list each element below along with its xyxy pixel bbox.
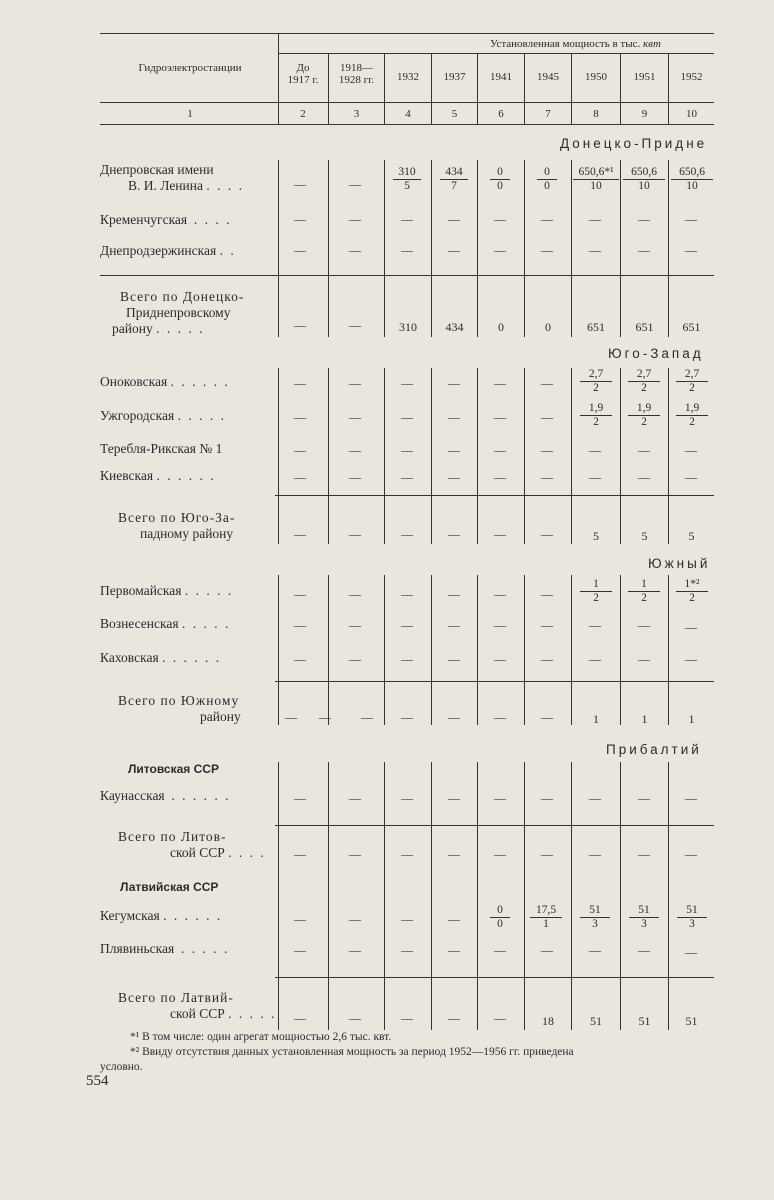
col-rule (278, 160, 279, 337)
col-rule (524, 160, 525, 337)
value-cell: — (541, 710, 553, 724)
value-fraction: $\frac{1}{2}$ (580, 578, 612, 605)
col-rule (431, 762, 432, 1030)
col-rule (668, 368, 669, 544)
total-southwest-line1: Всего по Юго-За- (118, 510, 236, 525)
value-cell: 651 (682, 320, 701, 334)
value-fraction: $\frac{51}{3}$ (629, 904, 659, 931)
value-cell: — (294, 410, 306, 424)
value-cell: — (401, 527, 413, 541)
value-cell: — (494, 710, 506, 724)
value-cell: — (541, 443, 553, 457)
year-header: 1950 (585, 71, 607, 83)
subheading-lithuania: Литовская ССР (128, 762, 219, 776)
column-number: 6 (498, 108, 504, 120)
value-cell: — (541, 470, 553, 484)
value-cell: — (349, 847, 361, 861)
station-pervomaisk: Первомайская . . . . . (100, 583, 234, 598)
col-rule (477, 762, 478, 1030)
value-cell: — (638, 443, 650, 457)
value-cell: — (448, 587, 460, 601)
value-cell: — (448, 618, 460, 632)
col-rule (524, 368, 525, 544)
value-cell: — (294, 912, 306, 926)
column-number: 8 (593, 108, 599, 120)
donetsk-total-rule (100, 275, 714, 276)
station-kegums: Кегумская . . . . . . (100, 908, 223, 923)
value-cell: — (494, 791, 506, 805)
year-header: 1952 (680, 71, 703, 83)
value-cell: — (294, 1011, 306, 1025)
value-cell: — (448, 912, 460, 926)
value-fraction: $\frac{650,6}{10}$ (671, 166, 713, 193)
col-rule (620, 762, 621, 1030)
col-rule (620, 575, 621, 725)
col-rule (431, 575, 432, 725)
value-cell: — (349, 652, 361, 666)
value-cell: — (638, 243, 650, 257)
value-cell: 5 (593, 529, 599, 543)
value-cell: — (541, 847, 553, 861)
station-uzhgorod: Ужгородская . . . . . (100, 408, 226, 423)
value-cell: — (448, 470, 460, 484)
region-heading-southwest: Юго-Запад (608, 346, 704, 361)
col-rule (278, 762, 279, 1030)
value-cell: — (685, 791, 697, 805)
col-rule (431, 160, 432, 337)
value-cell: 310 (399, 320, 417, 334)
value-cell: 18 (542, 1014, 554, 1028)
value-cell: — (294, 177, 306, 191)
value-cell: — (294, 243, 306, 257)
year-header: 1937 (443, 71, 466, 83)
value-cell: — (494, 470, 506, 484)
value-fraction: $\frac{2,7}{2}$ (628, 368, 660, 395)
value-cell: — (589, 652, 601, 666)
table-top-rule (100, 33, 714, 34)
total-lithuania-line2: ской ССР . . . . (170, 845, 266, 860)
value-cell: — (541, 410, 553, 424)
value-fraction: $\frac{1,9}{2}$ (580, 402, 612, 429)
value-cell: — (541, 943, 553, 957)
capacity-caption-text: Установленная мощность в тыс. (490, 38, 641, 50)
value-cell: — (685, 847, 697, 861)
value-cell: — (541, 243, 553, 257)
value-cell: — (401, 243, 413, 257)
total-donetsk-line2: Приднепровскому (126, 305, 231, 320)
value-cell: — (494, 618, 506, 632)
value-cell: — (589, 618, 601, 632)
value-cell: — (401, 791, 413, 805)
value-cell: — (494, 243, 506, 257)
value-fraction: $\frac{51}{3}$ (580, 904, 610, 931)
lat-total-rule (275, 977, 714, 978)
value-cell: — (401, 943, 413, 957)
value-cell: — (294, 847, 306, 861)
value-cell: — (401, 1011, 413, 1025)
station-kaunas: Каунасская . . . . . . (100, 788, 231, 803)
col-rule (384, 368, 385, 544)
value-cell: — (401, 710, 413, 724)
value-cell: — (685, 945, 697, 959)
col-rule (620, 160, 621, 337)
value-cell: — (638, 791, 650, 805)
col-rule (477, 160, 478, 337)
value-cell: 651 (635, 320, 654, 334)
southwest-total-rule (275, 495, 714, 496)
value-fraction: $\frac{434}{7}$ (440, 166, 468, 193)
year-header: 1951 (633, 71, 656, 83)
value-cell: — (589, 243, 601, 257)
value-cell: — (401, 587, 413, 601)
value-fraction: $\frac{2,7}{2}$ (580, 368, 612, 395)
value-cell: — (294, 587, 306, 601)
col-rule (431, 368, 432, 544)
value-cell: — (494, 376, 506, 390)
value-cell: — (589, 443, 601, 457)
value-cell: 5 (688, 529, 695, 543)
region-heading-south: Южный (648, 556, 711, 571)
value-cell: — (685, 652, 697, 666)
colnum-bottom-rule (100, 124, 714, 125)
value-cell: — (541, 587, 553, 601)
total-donetsk-line1: Всего по Донецко- (120, 289, 245, 304)
value-cell: — (448, 443, 460, 457)
value-cell: — (638, 618, 650, 632)
value-cell: — (294, 376, 306, 390)
column-number: 4 (405, 108, 411, 120)
value-cell: — (448, 243, 460, 257)
value-fraction: $\frac{1}{2}$ (628, 578, 660, 605)
value-cell: — (448, 212, 460, 226)
value-cell: — (494, 1011, 506, 1025)
col-rule (571, 368, 572, 544)
value-cell: — (589, 212, 601, 226)
col-rule (278, 575, 279, 725)
footnote-2-continuation: условно. (100, 1061, 143, 1073)
value-fraction: $\frac{0}{0}$ (490, 904, 510, 931)
value-cell: — (349, 410, 361, 424)
value-cell: — (294, 470, 306, 484)
value-cell: — (349, 443, 361, 457)
value-cell: 51 (590, 1014, 602, 1028)
total-latvia-line2: ской ССР . . . . . (170, 1006, 277, 1021)
value-cell: — (401, 212, 413, 226)
value-cell: — (638, 212, 650, 226)
value-cell: — (448, 376, 460, 390)
value-fraction: $\frac{2,7}{2}$ (676, 368, 708, 395)
col-rule (571, 160, 572, 337)
capacity-caption (490, 38, 661, 50)
value-cell: — (589, 791, 601, 805)
column-number: 3 (353, 108, 360, 120)
value-fraction: $\frac{310}{5}$ (393, 166, 421, 193)
value-cell: — (401, 443, 413, 457)
value-cell: — (349, 1011, 361, 1025)
value-cell: — (685, 620, 697, 634)
value-fraction: $\frac{0}{0}$ (490, 166, 510, 193)
value-cell: — (349, 243, 361, 257)
value-cell: — (448, 652, 460, 666)
total-latvia-line1: Всего по Латвий- (118, 990, 234, 1005)
station-plyavinas: Плявиньская . . . . . (100, 941, 230, 956)
value-cell: — (294, 652, 306, 666)
col-rule (477, 575, 478, 725)
station-tereblya: Теребля-Рикская № 1 (100, 441, 223, 456)
value-cell: — (638, 470, 650, 484)
value-cell: — (294, 212, 306, 226)
value-cell: — (349, 177, 361, 191)
value-cell: — (448, 710, 460, 724)
station-kremenchug: Кременчугская . . . . (100, 212, 232, 227)
value-fraction: $\frac{\text{1*²}}{2}$ (676, 578, 708, 605)
value-fraction: $\frac{\text{650,6*¹}}{10}$ (573, 166, 619, 193)
value-fraction: $\frac{0}{0}$ (537, 166, 557, 193)
station-onokov: Оноковская . . . . . . (100, 374, 230, 389)
header-subrule (278, 53, 714, 54)
region-heading-donetsk: Донецко-Придне (560, 136, 708, 151)
value-fraction: $\frac{650,6}{10}$ (623, 166, 665, 193)
column-number: 1 (187, 108, 193, 120)
value-cell: — (294, 791, 306, 805)
value-cell: 51 (638, 1014, 651, 1028)
col-rule (384, 160, 385, 337)
column-number: 5 (451, 108, 458, 120)
value-cell: — (349, 912, 361, 926)
capacity-unit: квт (643, 38, 661, 50)
value-cell: — (494, 443, 506, 457)
col-rule (524, 575, 525, 725)
year-header: 1932 (397, 71, 419, 83)
value-cell: 0 (498, 320, 504, 334)
value-cell: — (589, 943, 601, 957)
value-cell: — (448, 410, 460, 424)
year-header: 1945 (537, 71, 559, 83)
value-cell: — (685, 470, 697, 484)
year-header: До 1917 г. (287, 62, 319, 86)
value-fraction: $\frac{1,9}{2}$ (676, 402, 708, 429)
value-cell: — (541, 527, 553, 541)
value-cell: — (401, 912, 413, 926)
col-rule (571, 575, 572, 725)
value-cell: — (349, 527, 361, 541)
value-fraction: $\frac{17,5}{1}$ (530, 904, 562, 931)
value-cell: — (285, 710, 297, 724)
value-cell: — (494, 410, 506, 424)
col-rule (620, 368, 621, 544)
value-cell: — (685, 212, 697, 226)
value-cell: — (349, 318, 361, 332)
value-cell: — (494, 847, 506, 861)
value-cell: — (349, 943, 361, 957)
value-cell: — (541, 376, 553, 390)
col-rule (328, 575, 329, 725)
col-rule (328, 160, 329, 337)
col-rule (477, 368, 478, 544)
value-cell: — (541, 652, 553, 666)
value-cell: — (401, 410, 413, 424)
year-header: 1918— 1928 гг. (338, 62, 375, 86)
value-cell: — (448, 1011, 460, 1025)
col-rule (668, 762, 669, 1030)
header-bottom-rule (100, 102, 714, 103)
col-rule (524, 762, 525, 1030)
south-total-rule (275, 681, 714, 682)
total-donetsk-line3: району . . . . . (112, 321, 205, 336)
value-cell: — (589, 847, 601, 861)
col-rule (571, 762, 572, 1030)
footnote-1: *¹ В том числе: один агрегат мощностью 2,6 тыс. квт. (130, 1031, 392, 1043)
value-fraction: $\frac{1,9}{2}$ (628, 402, 660, 429)
value-cell: — (361, 710, 373, 724)
column-number: 2 (300, 108, 306, 120)
value-cell: — (638, 652, 650, 666)
value-cell: — (448, 943, 460, 957)
value-cell: — (638, 847, 650, 861)
station-dneprodzerzhinsk: Днепродзержинская . . (100, 243, 236, 258)
value-cell: 51 (685, 1014, 698, 1028)
total-lithuania-line1: Всего по Литов- (118, 829, 227, 844)
col-rule (278, 368, 279, 544)
value-cell: — (349, 791, 361, 805)
value-cell: — (494, 527, 506, 541)
col-rule (328, 762, 329, 1030)
value-cell: — (494, 587, 506, 601)
value-cell: — (349, 470, 361, 484)
total-south-line2: району (200, 709, 241, 724)
page-number: 554 (86, 1073, 109, 1089)
value-cell: — (494, 943, 506, 957)
subheading-latvia: Латвийская ССР (120, 880, 219, 894)
value-cell: — (349, 212, 361, 226)
station-kiev: Киевская . . . . . . (100, 468, 216, 483)
col-rule (328, 368, 329, 544)
value-cell: — (448, 847, 460, 861)
station-dnepr-line1: Днепровская имени (100, 162, 214, 177)
value-cell: — (401, 376, 413, 390)
value-cell: — (541, 618, 553, 632)
value-fraction: $\frac{51}{3}$ (677, 904, 707, 931)
value-cell: — (349, 587, 361, 601)
value-cell: 1 (688, 712, 695, 726)
value-cell: 434 (445, 320, 464, 334)
value-cell: — (448, 791, 460, 805)
value-cell: — (401, 618, 413, 632)
column-number: 9 (641, 108, 648, 120)
total-south-line1: Всего по Южному (118, 693, 240, 708)
value-cell: 1 (641, 712, 648, 726)
value-cell: — (294, 527, 306, 541)
value-cell: — (589, 470, 601, 484)
column-number: 10 (686, 108, 697, 120)
value-cell: 651 (587, 320, 605, 334)
value-cell: — (541, 791, 553, 805)
col-rule (668, 160, 669, 337)
value-cell: — (494, 212, 506, 226)
station-dnepr-line2: В. И. Ленина . . . . (128, 178, 244, 193)
col-rule (384, 575, 385, 725)
value-cell: — (448, 527, 460, 541)
value-cell: 5 (641, 529, 648, 543)
value-cell: — (294, 443, 306, 457)
footnote-2: *² Ввиду отсутствия данных установленная мощность за период 1952—1956 гг. приведена (130, 1046, 574, 1058)
value-cell: — (638, 943, 650, 957)
value-cell: — (294, 618, 306, 632)
column-number: 7 (545, 108, 551, 120)
station-column-header: Гидроэлектростанции (138, 62, 242, 74)
col-rule (668, 575, 669, 725)
value-cell: — (349, 376, 361, 390)
value-cell: — (294, 318, 306, 332)
value-cell: 0 (545, 320, 551, 334)
value-cell: — (319, 710, 331, 724)
value-cell: — (685, 243, 697, 257)
value-cell: — (349, 618, 361, 632)
value-cell: — (401, 652, 413, 666)
value-cell: — (401, 470, 413, 484)
col-rule (384, 762, 385, 1030)
value-cell: — (401, 847, 413, 861)
lit-total-rule (275, 825, 714, 826)
value-cell: — (685, 443, 697, 457)
region-heading-baltic: Прибалтий (606, 742, 702, 757)
station-voznesensk: Вознесенская . . . . . (100, 616, 231, 631)
value-cell: — (541, 212, 553, 226)
value-cell: — (494, 652, 506, 666)
value-cell: 1 (593, 712, 599, 726)
value-cell: — (294, 943, 306, 957)
year-header: 1941 (490, 71, 512, 83)
station-kakhovka: Каховская . . . . . . (100, 650, 222, 665)
total-southwest-line2: падному району (140, 526, 234, 541)
